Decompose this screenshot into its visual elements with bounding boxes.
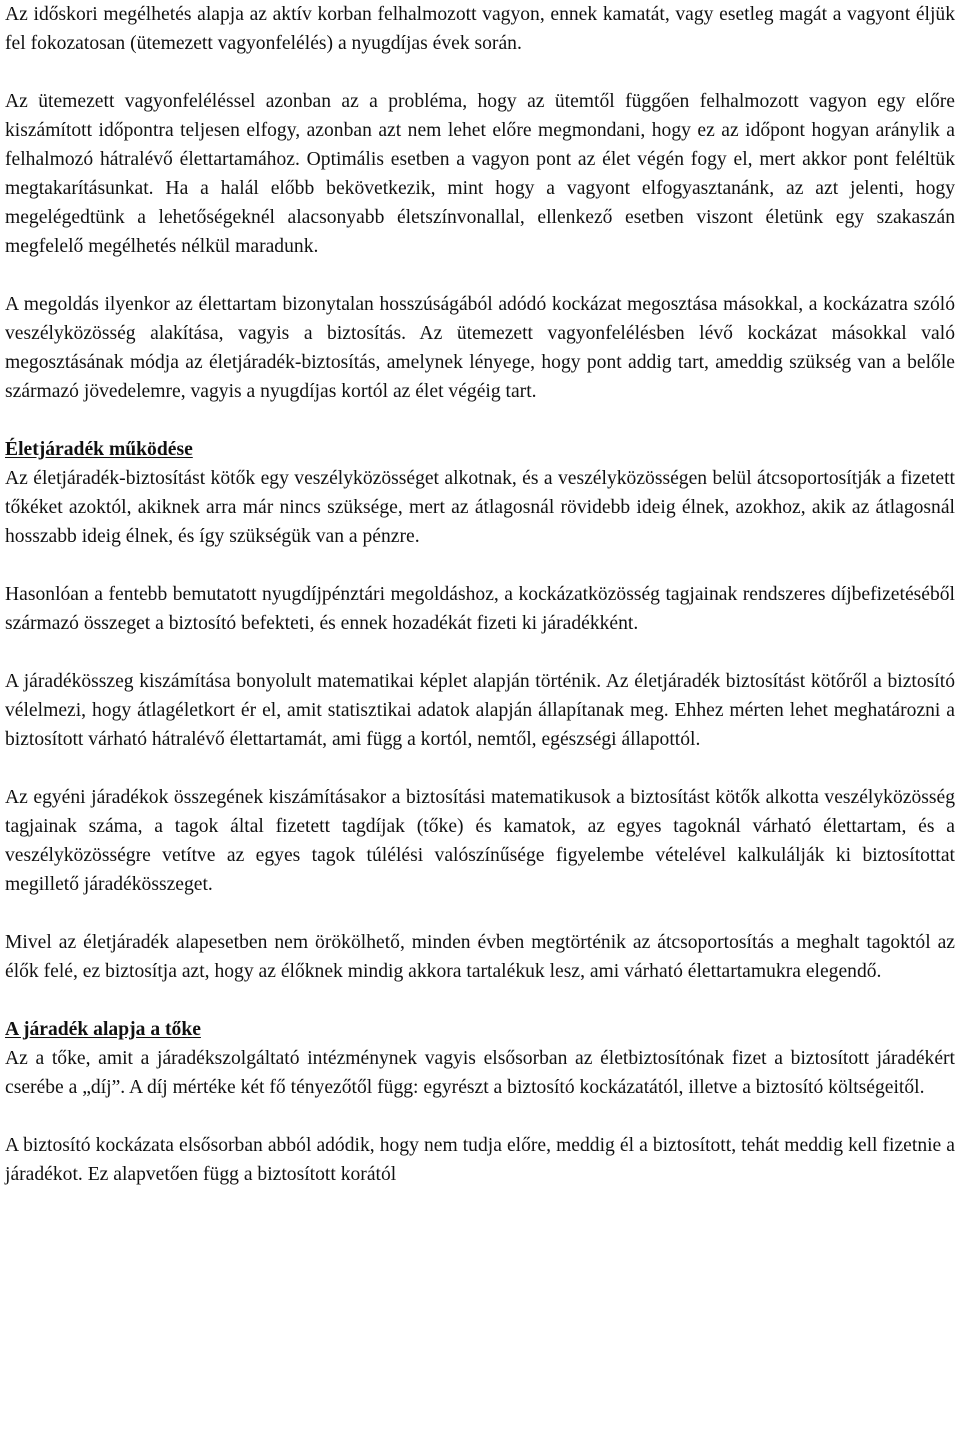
paragraph-solution: A megoldás ilyenkor az élettartam bizonytalan hosszúságából adódó kockázat megosztása másokkal, a kockázatra szóló veszélyközösség alakítása, vagyis a biztosítás. Az ütemezett vagyonfelélésben lévő kockázat másokkal való megosztásának módja az életjáradék-biztosítás, amelynek lényege, hogy pont addig tart, ameddig szükség van a belőle származó jövedelemre, vagyis a nyugdíjas kortól az élet végéig tart. [5,294,955,402]
paragraph-gap [5,551,955,580]
paragraph-gap [5,754,955,783]
paragraph-gap [5,406,955,435]
paragraph-individual-annuities: Az egyéni járadékok összegének kiszámításakor a biztosítási matematikusok a biztosítást kötők alkotta veszélyközösség tagjainak száma, a tagok által fizetett tagdíjak (tőke) és kamatok, az egyes tagoknál várható élettartam, és a veszélyközösségre vetítve az egyes tagok túlélési valószínűsége figyelembe vételével kalkulálják ki biztosítottat megillető járadékösszeget. [5,787,955,895]
document-page [5,0,955,1189]
paragraph-scheduled-depletion: Az ütemezett vagyonfeléléssel azonban az a probléma, hogy az ütemtől függően felhalmozott vagyon egy előre kiszámított időpontra teljesen elfogy, azonban azt nem lehet előre megmondani, hogy ez az időpont hogyan aránylik a felhalmozó hátralévő élettartamához. Optimális esetben a vagyon pont az élet végén fogy el, mert akkor pont feléltük megtakarításunkat. Ha a halál előbb bekövetkezik, mint hogy a vagyont elfogyasztanánk, az azt jelenti, hogy megelégedtünk a lehetőségeknél alacsonyabb életszínvonallal, ellenkező esetben viszont életünk egy szakaszán megfelelő megélhetés nélkül maradunk. [5,91,955,257]
section-heading-capital-basis: A járadék alapja a tőke [5,1019,201,1040]
paragraph-investment: Hasonlóan a fentebb bemutatott nyugdíjpénztári megoldáshoz, a kockázatközösség tagjainak rendszeres díjbefizetéséből származó összeget a biztosító befekteti, és ennek hozadékát fizeti ki járadékként. [5,584,955,634]
paragraph-gap [5,986,955,1015]
paragraph-inheritance: Mivel az életjáradék alapesetben nem örökölhető, minden évben megtörténik az átcsoportosítás a meghalt tagoktól az élők felé, ez biztosítja azt, hogy az élőknek mindig akkora tartalékuk lesz, ami várható élettartamukra elegendő. [5,932,955,982]
paragraph-gap [5,899,955,928]
paragraph-gap [5,261,955,290]
paragraph-gap [5,638,955,667]
paragraph-premium: Az a tőke, amit a járadékszolgáltató intézménynek vagyis elsősorban az életbiztosítónak fizet a biztosított járadékért cserébe a „díj”. A díj mértéke két fő tényezőtől függ: egyrészt a biztosító kockázatától, illetve a biztosító költségeitől. [5,1048,955,1098]
paragraph-intro: Az időskori megélhetés alapja az aktív korban felhalmozott vagyon, ennek kamatát, vagy esetleg magát a vagyont éljük fel fokozatosan (ütemezett vagyonfelélés) a nyugdíjas évek során. [5,4,955,54]
paragraph-insurer-risk: A biztosító kockázata elsősorban abból adódik, hogy nem tudja előre, meddig él a biztosított, tehát meddig kell fizetnie a járadékot. Ez alapvetően függ a biztosított korától [5,1135,955,1185]
paragraph-risk-pool: Az életjáradék-biztosítást kötők egy veszélyközösséget alkotnak, és a veszélyközösségen belül átcsoportosítják a fizetett tőkéket azoktól, akiknek arra már nincs szüksége, mert az átlagosnál rövidebb ideig élnek, azokhoz, akik az átlagosnál hosszabb ideig élnek, és így szükségük van a pénzre. [5,468,955,547]
paragraph-gap [5,1102,955,1131]
section-heading-annuity-operation: Életjáradék működése [5,439,193,460]
paragraph-calculation: A járadékösszeg kiszámítása bonyolult matematikai képlet alapján történik. Az életjáradék biztosítást kötőről a biztosító vélelmezi, hogy átlagéletkort ér el, amit statisztikai adatok alapján állapítanak meg. Ehhez mérten lehet meghatározni a biztosított várható hátralévő élettartamát, ami függ a kortól, nemtől, egészségi állapottól. [5,671,955,750]
paragraph-gap [5,58,955,87]
